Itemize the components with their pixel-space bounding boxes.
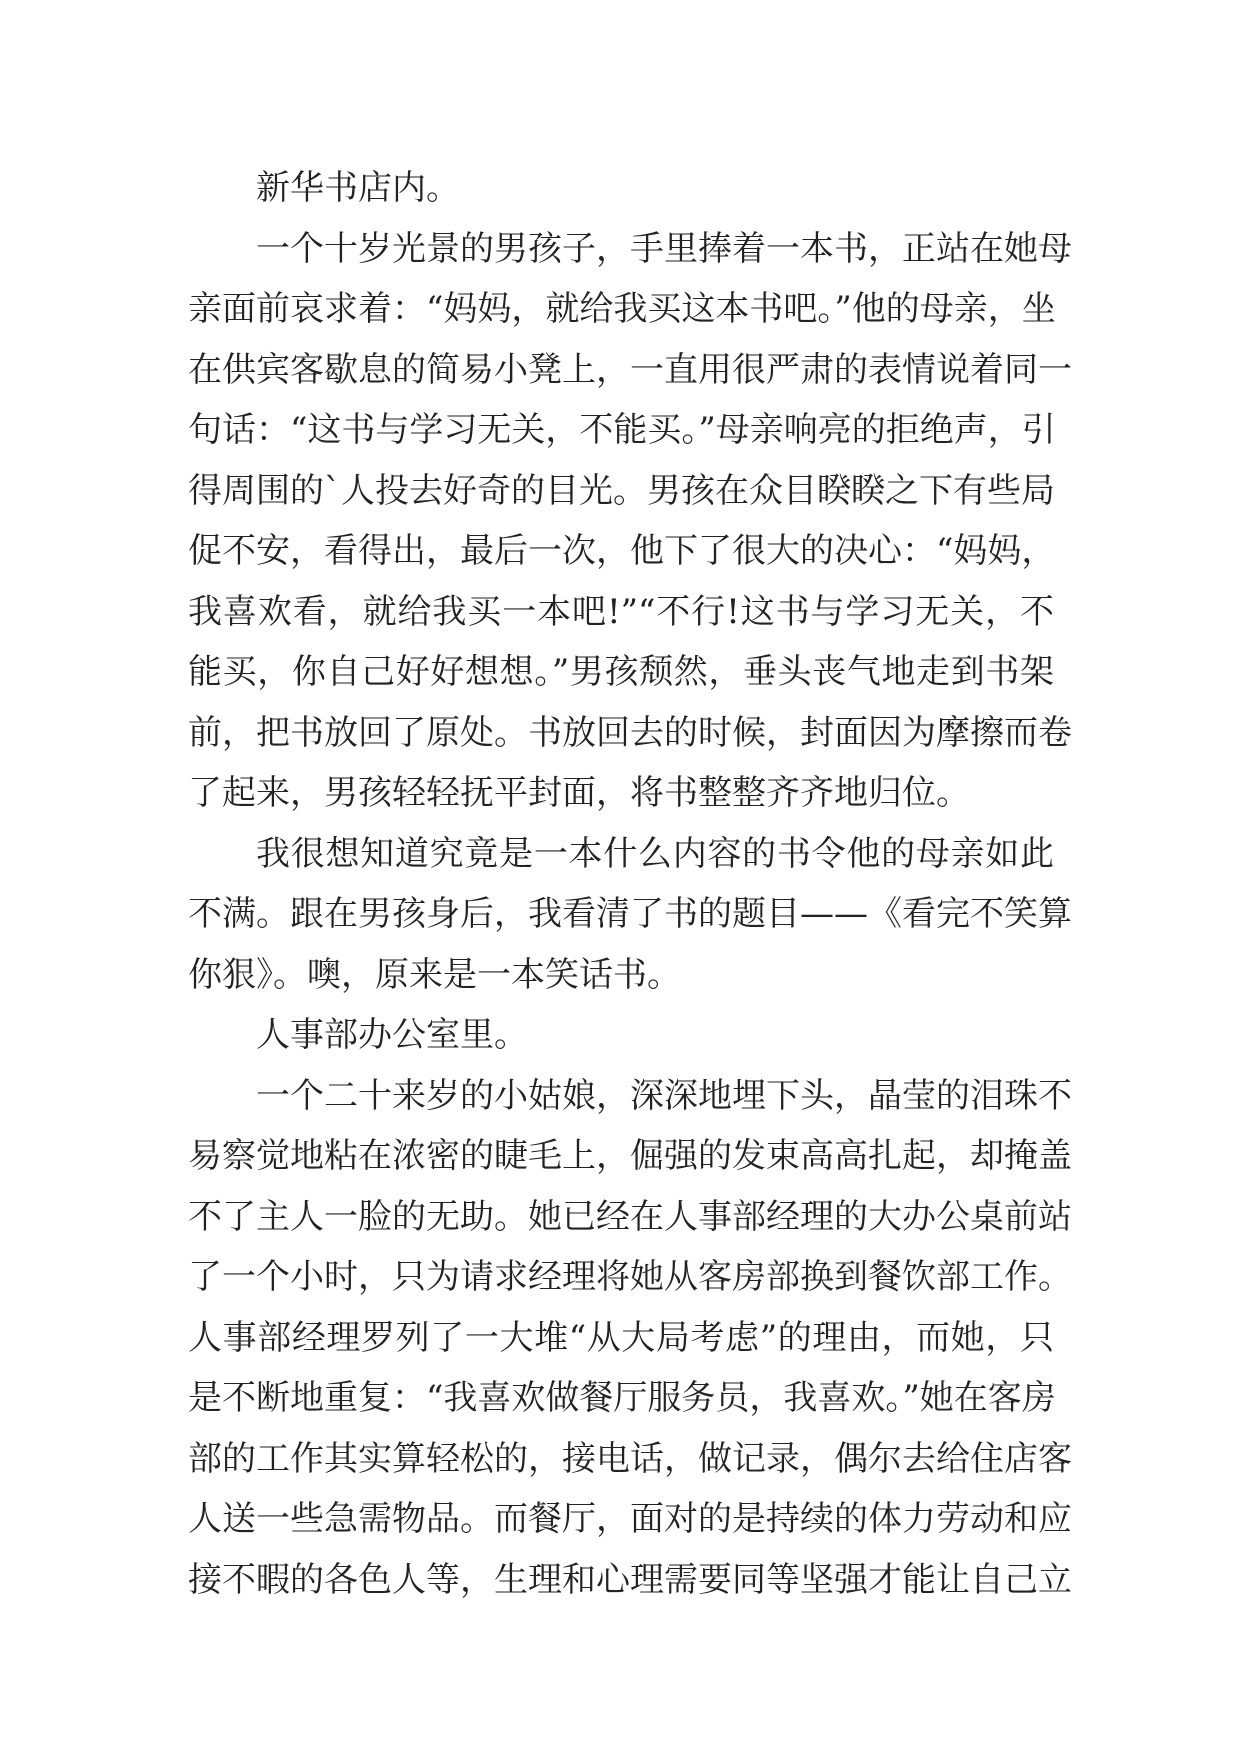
text-line: 部的工作其实算轻松的，接电话，做记录，偶尔去给住店客 — [188, 1438, 1072, 1479]
text-line: 易察觉地粘在浓密的睫毛上，倔强的发束高高扎起，却掩盖 — [188, 1136, 1072, 1176]
text-line: 一个二十来岁的小姑娘，深深地埋下头，晶莹的泪珠不 — [256, 1075, 1072, 1116]
text-line: 能买，你自己好好想想。”男孩颓然，垂头丧气地走到书架 — [188, 652, 1054, 692]
text-line: 在供宾客歇息的简易小凳上，一直用很严肃的表情说着同一 — [188, 349, 1072, 390]
text-line: 不满。跟在男孩身后，我看清了书的题目——《看完不笑算 — [188, 894, 1072, 934]
text-line: 你狠》。噢，原来是一本笑话书。 — [188, 954, 681, 995]
paragraph — [188, 824, 1072, 1006]
text-line: 促不安，看得出，最后一次，他下了很大的决心：“妈妈， — [188, 531, 1056, 571]
text-line: 人事部经理罗列了一大堆“从大局考虑”的理由，而她，只 — [188, 1317, 1054, 1358]
text-line: 新华书店内。 — [256, 168, 460, 208]
paragraph — [188, 1005, 1054, 1066]
text-line: 我喜欢看，就给我买一本吧!”“不行!这书与学习无关，不 — [188, 591, 1054, 632]
text-line: 句话：“这书与学习无关，不能买。”母亲响亮的拒绝声，引 — [188, 410, 1056, 450]
text-line: 前，把书放回了原处。书放回去的时候，封面因为摩擦而卷 — [188, 712, 1072, 753]
text-line: 接不暇的各色人等，生理和心理需要同等坚强才能让自己立 — [188, 1559, 1072, 1600]
paragraph — [188, 219, 1072, 824]
text-line: 人送一些急需物品。而餐厅，面对的是持续的体力劳动和应 — [188, 1499, 1072, 1539]
document-body — [188, 158, 1072, 1610]
text-line: 了一个小时，只为请求经理将她从客房部换到餐饮部工作。 — [188, 1257, 1072, 1297]
text-line: 我很想知道究竟是一本什么内容的书令他的母亲如此 — [256, 833, 1054, 874]
paragraph — [188, 158, 1054, 219]
paragraph — [188, 1066, 1072, 1611]
text-line: 人事部办公室里。 — [256, 1015, 528, 1055]
text-line: 是不断地重复：“我喜欢做餐厅服务员，我喜欢。”她在客房 — [188, 1378, 1056, 1418]
text-line: 了起来，男孩轻轻抚平封面，将书整整齐齐地归位。 — [188, 773, 970, 813]
text-line: 一个十岁光景的男孩子，手里捧着一本书，正站在她母 — [256, 228, 1072, 269]
text-line: 不了主人一脸的无助。她已经在人事部经理的大办公桌前站 — [188, 1196, 1072, 1237]
text-line: 亲面前哀求着：“妈妈，就给我买这本书吧。”他的母亲，坐 — [188, 289, 1056, 329]
text-line: 得周围的`人投去好奇的目光。男孩在众目睽睽之下有些局 — [188, 470, 1055, 511]
